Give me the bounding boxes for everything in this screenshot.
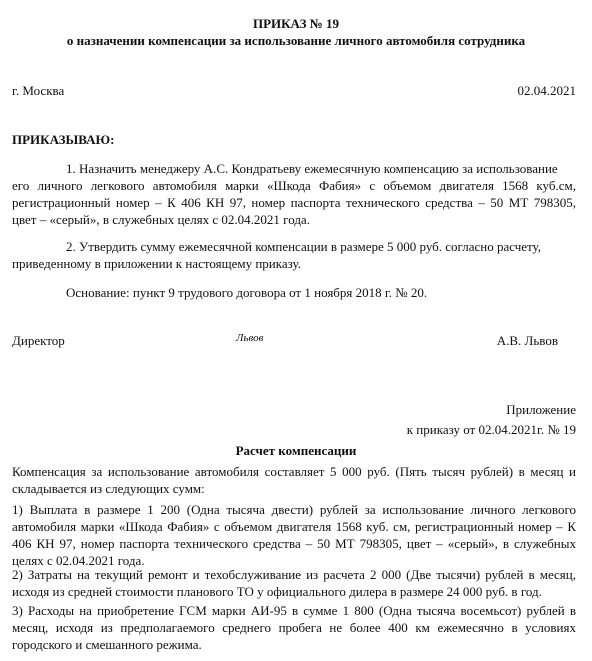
order-item-1-line: регистрационный номер – К 406 КН 97, номер паспорта технического средства – 50 МТ 798305, [12, 195, 576, 210]
appendix-p1-line: 1) Выплата в размере 1 200 (Одна тысяча двести) рублей за использование личного легкового [12, 502, 576, 517]
signatory-position: Директор [12, 333, 65, 348]
signatory-name: А.В. Львов [496, 333, 558, 348]
order-item-1-line: 1. Назначить менеджеру А.С. Кондратьеву ежемесячную компенсацию за использование [66, 161, 558, 176]
order-item-1 [12, 160, 576, 228]
order-subtitle: о назначении компенсации за использование личного автомобиля сотрудника [66, 33, 526, 48]
city: г. Москва [12, 83, 65, 98]
handwritten-signature: Львов [236, 332, 264, 344]
appendix-p1-line: автомобиля марки «Шкода Фабия» с объемом двигателя 1568 куб. см, регистрационный номер – К [12, 519, 576, 534]
order-basis: Основание: пункт 9 трудового договора от 1 ноября 2018 г. № 20. [66, 285, 428, 300]
appendix-p2-line: исходя из средней стоимости планового ТО у официального дилера в размере 24 000 руб. в год. [12, 584, 542, 599]
appendix-reference: к приказу от 02.04.2021г. № 19 [406, 422, 576, 437]
order-item-2 [12, 238, 576, 272]
appendix-intro-line: Компенсация за использование автомобиля составляет 5 000 руб. (Пять тысяч рублей) в месяц и [12, 464, 576, 479]
appendix-p2-line: 2) Затраты на текущий ремонт и техобслуживание из расчета 2 000 (Две тысячи) рублей в месяц, [12, 567, 576, 582]
order-title: ПРИКАЗ № 19 [252, 16, 340, 31]
appendix-paragraph-3 [12, 602, 576, 653]
order-heading: ПРИКАЗЫВАЮ: [12, 132, 115, 147]
appendix-p3-line: городского и смешанного режима. [12, 637, 202, 652]
appendix-p1-line: 406 КН 97, номер паспорта технического средства – 50 МТ 798305, цвет – «серый», в служебных [12, 536, 576, 551]
appendix-paragraph-1 [12, 501, 576, 569]
order-item-1-line: цвет – «серый», в служебных целях с 02.04.2021 года. [12, 212, 310, 227]
appendix-p1-line: целях с 02.04.2021 года. [12, 553, 145, 568]
order-date: 02.04.2021 [517, 83, 576, 98]
appendix-intro [12, 463, 576, 497]
order-item-2-line: приведенному в приложении к настоящему приказу. [12, 256, 301, 271]
appendix-p3-line: 3) Расходы на приобретение ГСМ марки АИ-95 в сумме 1 800 (Одна тысяча восемьсот) рублей в [12, 603, 576, 618]
appendix-heading: Расчет компенсации [235, 443, 357, 458]
appendix-paragraph-2 [12, 566, 576, 600]
appendix-intro-line: складывается из следующих сумм: [12, 481, 205, 496]
order-item-1-line: его личного легкового автомобиля марки «Шкода Фабия» с объемом двигателя 1568 куб.см, [12, 178, 576, 193]
appendix-label: Приложение [506, 402, 576, 417]
order-item-2-line: 2. Утвердить сумму ежемесячной компенсации в размере 5 000 руб. согласно расчету, [66, 239, 541, 254]
appendix-p3-line: месяц, исходя из предполагаемого среднего пробега не более 400 км ежемесячно в условиях [12, 620, 576, 635]
